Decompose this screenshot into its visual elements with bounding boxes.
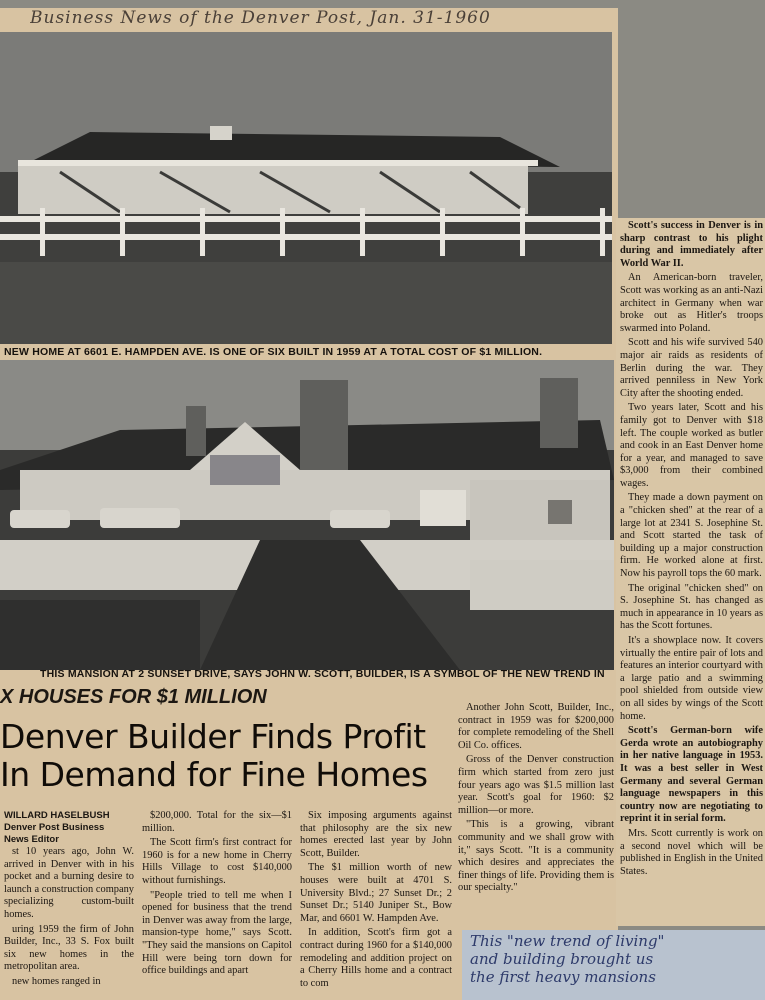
paragraph-bold: Scott's success in Denver is in sharp contrast to his plight during and immediately after World War II. — [620, 220, 763, 269]
paragraph: uring 1959 the firm of John Builder, Inc., 33 S. Fox built six new homes in the metropolitan area. — [4, 923, 134, 973]
paragraph: The original "chicken shed" on S. Josephine St. has changed as much in appearance in 10 years as has the Scott fortunes. — [620, 582, 763, 632]
paragraph: Another John Scott, Builder, Inc., contract in 1959 was for $200,000 for complete remodeling of the Shell Oil Co. offices. — [458, 702, 614, 751]
photo1-caption: NEW HOME AT 6601 E. HAMPDEN AVE. IS ONE OF SIX BUILT IN 1959 AT A TOTAL COST OF $1 MILLION. — [4, 346, 543, 358]
article-column-1 — [4, 846, 134, 1000]
paragraph: They made a down payment on a "chicken shed" at the rear of a large lot at 2341 S. Josephine St. and Scott started the task of building up a major construction firm. He worked alone at first. Now his payroll tops the 60 mark. — [620, 492, 763, 580]
article-column-5 — [620, 220, 763, 922]
mansion-illustration — [0, 360, 614, 670]
continued-column-strip — [616, 218, 765, 926]
paragraph: Mrs. Scott currently is work on a second novel which will be published in English in the United States. — [620, 827, 763, 877]
photo-mansion — [0, 360, 614, 670]
note-line-2: and building brought us — [470, 950, 654, 968]
paragraph: Scott and his wife survived 540 major air raids as residents of Berlin during the war. They arrived penniless in New York City after the shooting ended. — [620, 337, 763, 399]
paragraph: Two years later, Scott and his family got to Denver with $18 left. The couple worked as butler and cook in an East Denver home for a year, and managed to save $3,000 from their combined wages. — [620, 402, 763, 489]
headline-line-2: In Demand for Fine Homes — [0, 756, 428, 794]
headline-line-1: Denver Builder Finds Profit — [0, 718, 426, 756]
paragraph: The $1 million worth of new houses were built at 4701 S. University Blvd.; 27 Sunset Dr.; 2 Sunset Dr.; 5140 Juniper St., Bow Mar, and 6601 W. Hampden Ave. — [300, 862, 452, 924]
paragraph: "People tried to tell me when I opened for business that the trend in Denver was away from the large, mansion-type home," says Scott. "They said the mansions on Capitol Hill were being torn down for office buildings and apart — [142, 889, 292, 977]
byline-title-1: Denver Post Business — [4, 822, 105, 833]
paragraph: $200,000. Total for the six—$1 million. — [142, 810, 292, 834]
section-kicker: X HOUSES FOR $1 MILLION — [0, 686, 267, 708]
paragraph: "This is a growing, vibrant community and we shall grow with it," says Scott. "It is a community which desires and appreciates the finer things of life. Providing them is our specialty." — [458, 819, 614, 894]
note-line-3: the first heavy mansions — [470, 968, 656, 986]
note-line-1: This "new trend of living" — [470, 932, 665, 950]
photo2-caption: THIS MANSION AT 2 SUNSET DRIVE, SAYS JOHN W. SCOTT, BUILDER, IS A SYMBOL OF THE NEW TREND IN — [40, 668, 605, 680]
handwritten-note — [462, 930, 765, 1000]
handwritten-header: Business News of the Denver Post, Jan. 31-1960 — [30, 8, 491, 28]
article-column-4 — [458, 702, 614, 930]
paragraph: The Scott firm's first contract for 1960 is for a new home in Cherry Hills Village to cost $140,000 without furnishings. — [142, 837, 292, 886]
photo-ranch-home — [0, 32, 612, 344]
paragraph: Six imposing arguments against that philosophy are the six new homes erected last year by John Scott, Builder. — [300, 810, 452, 859]
ranch-home-illustration — [0, 32, 612, 344]
byline — [4, 810, 134, 846]
paragraph: An American-born traveler, Scott was working as an anti-Nazi architect in Germany when war broke out as Hitler's troops swarmed into Poland. — [620, 272, 763, 334]
article-column-3 — [300, 810, 452, 1000]
paragraph: Gross of the Denver construction firm which started from zero just four years ago was $1.5 million last year. Scott's goal for 1960: $2 million—or more. — [458, 754, 614, 816]
byline-title-2: News Editor — [4, 834, 59, 845]
paragraph: new homes ranged in — [12, 975, 101, 987]
paragraph-bold: Scott's German-born wife Gerda wrote an autobiography in her native language in 1953. It was a best seller in West Germany and several German language newspapers in this country now are negotiating to reprint it in serial form. — [620, 725, 763, 825]
paragraph: st 10 years ago, John W. arrived in Denver with in his pocket and a burning desire to launch a construction company specializing custom-built homes. — [4, 846, 134, 920]
paragraph: It's a showplace now. It covers virtually the entire pair of lots and features an interior courtyard with a large patio and a swimming pool shielded from outside view on all sides by wings of the Scott home. — [620, 635, 763, 722]
article-column-2 — [142, 810, 292, 1000]
headline — [0, 718, 452, 794]
byline-name: WILLARD HASELBUSH — [4, 810, 110, 821]
paragraph: In addition, Scott's firm got a contract during 1960 for a $140,000 remodeling and addition project on a Cherry Hills home and a contract to com — [300, 927, 452, 989]
